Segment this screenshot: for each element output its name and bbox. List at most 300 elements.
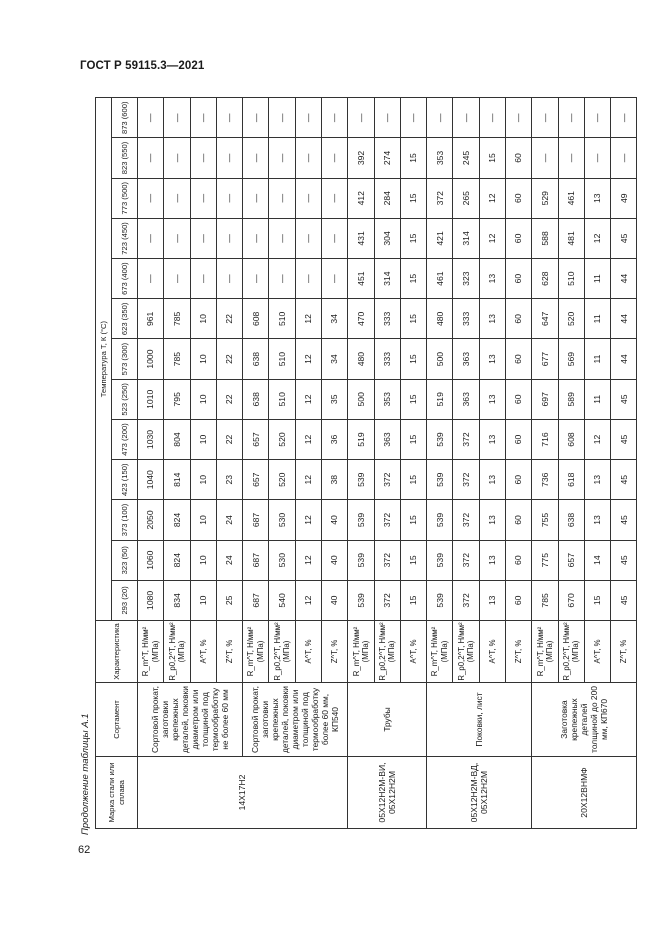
value-cell: — xyxy=(216,138,242,178)
value-cell: 45 xyxy=(611,460,637,500)
value-cell: 245 xyxy=(453,138,479,178)
value-cell: 49 xyxy=(611,178,637,218)
temperature-header: 773 (500) xyxy=(112,178,138,218)
value-cell: 38 xyxy=(321,460,347,500)
characteristic-cell: Z^T, % xyxy=(505,621,531,683)
value-cell: 10 xyxy=(190,540,216,580)
value-cell: — xyxy=(269,138,295,178)
temperature-header: 523 (250) xyxy=(112,379,138,419)
steel-grade-cell: 20Х12ВНМФ xyxy=(532,757,637,829)
value-cell: 775 xyxy=(532,540,558,580)
value-cell: 60 xyxy=(505,138,531,178)
value-cell: 323 xyxy=(453,259,479,299)
temperature-header: 723 (450) xyxy=(112,218,138,258)
temperature-header: 823 (550) xyxy=(112,138,138,178)
value-cell: 392 xyxy=(348,138,374,178)
value-cell: 785 xyxy=(164,299,190,339)
value-cell: 372 xyxy=(427,178,453,218)
value-cell: 13 xyxy=(584,460,610,500)
value-cell: 10 xyxy=(190,379,216,419)
value-cell: — xyxy=(164,178,190,218)
value-cell: 10 xyxy=(190,460,216,500)
temperature-header: 623 (350) xyxy=(112,299,138,339)
value-cell: 60 xyxy=(505,178,531,218)
value-cell: 10 xyxy=(190,299,216,339)
value-cell: 657 xyxy=(243,460,269,500)
value-cell: 510 xyxy=(558,259,584,299)
table-caption: Продолжение таблицы А.1 xyxy=(80,713,91,835)
value-cell: — xyxy=(138,98,164,138)
value-cell: — xyxy=(190,178,216,218)
value-cell: 540 xyxy=(269,580,295,620)
characteristic-cell: Z^T, % xyxy=(321,621,347,683)
sortament-cell: Сортовой прокат, заготовки крепежных деталей, поковки диаметром или толщиной под термообработку более 60 мм, КП540 xyxy=(243,683,348,757)
value-cell: — xyxy=(295,138,321,178)
temperature-header: 423 (150) xyxy=(112,460,138,500)
value-cell: 304 xyxy=(374,218,400,258)
page-number: 62 xyxy=(78,844,91,856)
characteristic-cell: R_p0,2^T, Н/мм² (МПа) xyxy=(374,621,400,683)
characteristic-cell: R_m^T, Н/мм² (МПа) xyxy=(427,621,453,683)
value-cell: — xyxy=(532,138,558,178)
value-cell: 13 xyxy=(479,580,505,620)
value-cell: 10 xyxy=(190,580,216,620)
value-cell: — xyxy=(532,98,558,138)
value-cell: 22 xyxy=(216,379,242,419)
value-cell: 60 xyxy=(505,379,531,419)
header-temperature: Температура T, К (°С) xyxy=(96,98,112,621)
value-cell: — xyxy=(190,138,216,178)
value-cell: 530 xyxy=(269,500,295,540)
value-cell: 40 xyxy=(321,580,347,620)
value-cell: 14 xyxy=(584,540,610,580)
characteristic-cell: R_m^T, Н/мм² (МПа) xyxy=(532,621,558,683)
header-characteristic: Характеристика xyxy=(96,621,138,683)
value-cell: 353 xyxy=(374,379,400,419)
value-cell: — xyxy=(321,138,347,178)
value-cell: — xyxy=(558,98,584,138)
value-cell: 539 xyxy=(348,500,374,540)
value-cell: 265 xyxy=(453,178,479,218)
value-cell: 45 xyxy=(611,540,637,580)
value-cell: — xyxy=(216,259,242,299)
characteristic-cell: A^T, % xyxy=(295,621,321,683)
value-cell: 500 xyxy=(427,339,453,379)
temperature-header: 373 (100) xyxy=(112,500,138,540)
value-cell: 1060 xyxy=(138,540,164,580)
value-cell: 510 xyxy=(269,299,295,339)
value-cell: 539 xyxy=(348,540,374,580)
value-cell: 2050 xyxy=(138,500,164,540)
characteristic-cell: R_p0,2^T, Н/мм² (МПа) xyxy=(269,621,295,683)
value-cell: 510 xyxy=(269,339,295,379)
value-cell: 539 xyxy=(427,500,453,540)
value-cell: 11 xyxy=(584,299,610,339)
value-cell: 23 xyxy=(216,460,242,500)
value-cell: 45 xyxy=(611,419,637,459)
value-cell: — xyxy=(216,218,242,258)
value-cell: — xyxy=(427,98,453,138)
value-cell: — xyxy=(269,218,295,258)
characteristic-cell: A^T, % xyxy=(479,621,505,683)
characteristic-cell: R_p0,2^T, Н/мм² (МПа) xyxy=(164,621,190,683)
value-cell: 13 xyxy=(479,500,505,540)
table-row xyxy=(348,98,374,829)
value-cell: 529 xyxy=(532,178,558,218)
value-cell: 15 xyxy=(584,580,610,620)
value-cell: 372 xyxy=(453,500,479,540)
characteristic-cell: R_p0,2^T, Н/мм² (МПа) xyxy=(453,621,479,683)
value-cell: 13 xyxy=(479,419,505,459)
value-cell: 34 xyxy=(321,339,347,379)
value-cell: 481 xyxy=(558,218,584,258)
value-cell: 657 xyxy=(558,540,584,580)
value-cell: — xyxy=(611,98,637,138)
value-cell: 40 xyxy=(321,540,347,580)
value-cell: — xyxy=(321,218,347,258)
value-cell: 363 xyxy=(374,419,400,459)
value-cell: 274 xyxy=(374,138,400,178)
steel-grade-cell: 05Х12Н2М-ВД, 05Х12Н2М xyxy=(427,757,532,829)
characteristic-cell: A^T, % xyxy=(584,621,610,683)
value-cell: 421 xyxy=(427,218,453,258)
table-row xyxy=(427,98,453,829)
value-cell: 500 xyxy=(348,379,374,419)
value-cell: 608 xyxy=(558,419,584,459)
characteristic-cell: R_p0,2^T, Н/мм² (МПа) xyxy=(558,621,584,683)
value-cell: — xyxy=(216,178,242,218)
value-cell: 12 xyxy=(584,419,610,459)
value-cell: 824 xyxy=(164,540,190,580)
value-cell: 1010 xyxy=(138,379,164,419)
value-cell: 12 xyxy=(295,580,321,620)
value-cell: 12 xyxy=(295,419,321,459)
value-cell: 11 xyxy=(584,339,610,379)
value-cell: 736 xyxy=(532,460,558,500)
value-cell: — xyxy=(269,178,295,218)
value-cell: 333 xyxy=(374,339,400,379)
characteristic-cell: A^T, % xyxy=(190,621,216,683)
value-cell: 372 xyxy=(374,580,400,620)
value-cell: 1040 xyxy=(138,460,164,500)
value-cell: — xyxy=(295,259,321,299)
value-cell: 333 xyxy=(374,299,400,339)
value-cell: 284 xyxy=(374,178,400,218)
value-cell: 24 xyxy=(216,540,242,580)
sortament-cell: Поковки, лист xyxy=(427,683,532,757)
value-cell: 687 xyxy=(243,580,269,620)
sortament-cell: Заготовка крепежных деталей толщиной до 200 мм, КП670 xyxy=(532,683,637,757)
value-cell: 12 xyxy=(295,540,321,580)
value-cell: — xyxy=(321,178,347,218)
table-row xyxy=(138,98,164,829)
value-cell: 539 xyxy=(427,419,453,459)
value-cell: — xyxy=(243,178,269,218)
value-cell: 10 xyxy=(190,419,216,459)
characteristic-cell: Z^T, % xyxy=(216,621,242,683)
value-cell: 569 xyxy=(558,339,584,379)
value-cell: 15 xyxy=(400,218,426,258)
temperature-header: 673 (400) xyxy=(112,259,138,299)
value-cell: 638 xyxy=(558,500,584,540)
characteristic-cell: R_m^T, Н/мм² (МПа) xyxy=(348,621,374,683)
temperature-header: 573 (300) xyxy=(112,339,138,379)
value-cell: — xyxy=(505,98,531,138)
value-cell: 372 xyxy=(453,419,479,459)
value-cell: — xyxy=(138,218,164,258)
value-cell: — xyxy=(164,138,190,178)
value-cell: 333 xyxy=(453,299,479,339)
value-cell: 1080 xyxy=(138,580,164,620)
value-cell: 60 xyxy=(505,299,531,339)
value-cell: 13 xyxy=(479,379,505,419)
value-cell: 608 xyxy=(243,299,269,339)
sortament-cell: Сортовой прокат, заготовки крепежных деталей, поковки диаметром или толщиной под термообработку не более 60 мм xyxy=(138,683,243,757)
value-cell: 12 xyxy=(479,218,505,258)
value-cell: 12 xyxy=(295,339,321,379)
value-cell: 363 xyxy=(453,379,479,419)
value-cell: 539 xyxy=(427,580,453,620)
value-cell: — xyxy=(164,98,190,138)
value-cell: 716 xyxy=(532,419,558,459)
value-cell: 24 xyxy=(216,500,242,540)
value-cell: — xyxy=(243,98,269,138)
value-cell: 1000 xyxy=(138,339,164,379)
value-cell: — xyxy=(295,98,321,138)
value-cell: 13 xyxy=(584,500,610,540)
value-cell: 12 xyxy=(295,299,321,339)
value-cell: 13 xyxy=(584,178,610,218)
value-cell: — xyxy=(138,138,164,178)
value-cell: 15 xyxy=(400,540,426,580)
value-cell: 13 xyxy=(479,540,505,580)
temperature-header: 873 (600) xyxy=(112,98,138,138)
value-cell: 11 xyxy=(584,259,610,299)
value-cell: 44 xyxy=(611,299,637,339)
value-cell: 15 xyxy=(400,500,426,540)
value-cell: 15 xyxy=(400,460,426,500)
value-cell: 519 xyxy=(348,419,374,459)
value-cell: 45 xyxy=(611,218,637,258)
temperature-header: 473 (200) xyxy=(112,419,138,459)
value-cell: 687 xyxy=(243,500,269,540)
value-cell: 15 xyxy=(400,339,426,379)
value-cell: 589 xyxy=(558,379,584,419)
characteristic-cell: Z^T, % xyxy=(611,621,637,683)
characteristic-cell: R_m^T, Н/мм² (МПа) xyxy=(138,621,164,683)
value-cell: 35 xyxy=(321,379,347,419)
characteristic-cell: R_m^T, Н/мм² (МПа) xyxy=(243,621,269,683)
value-cell: — xyxy=(138,178,164,218)
value-cell: 1030 xyxy=(138,419,164,459)
value-cell: 15 xyxy=(400,259,426,299)
value-cell: 961 xyxy=(138,299,164,339)
value-cell: — xyxy=(269,98,295,138)
value-cell: 60 xyxy=(505,460,531,500)
value-cell: 804 xyxy=(164,419,190,459)
value-cell: — xyxy=(243,138,269,178)
header-steel: Марка стали или сплава xyxy=(96,757,138,829)
value-cell: 15 xyxy=(400,299,426,339)
value-cell: 588 xyxy=(532,218,558,258)
value-cell: 539 xyxy=(348,580,374,620)
value-cell: — xyxy=(216,98,242,138)
value-cell: 60 xyxy=(505,580,531,620)
value-cell: 530 xyxy=(269,540,295,580)
value-cell: 510 xyxy=(269,379,295,419)
value-cell: 638 xyxy=(243,379,269,419)
value-cell: 520 xyxy=(269,460,295,500)
value-cell: 45 xyxy=(611,500,637,540)
properties-table xyxy=(95,97,637,829)
value-cell: 795 xyxy=(164,379,190,419)
value-cell: 520 xyxy=(558,299,584,339)
value-cell: 677 xyxy=(532,339,558,379)
steel-grade-cell: 05Х12Н2М-ВИ, 05Х12Н2М xyxy=(348,757,427,829)
value-cell: 15 xyxy=(400,379,426,419)
value-cell: 10 xyxy=(190,339,216,379)
header-sortament: Сортамент xyxy=(96,683,138,757)
value-cell: — xyxy=(348,98,374,138)
value-cell: 647 xyxy=(532,299,558,339)
value-cell: 45 xyxy=(611,580,637,620)
value-cell: 60 xyxy=(505,339,531,379)
value-cell: 451 xyxy=(348,259,374,299)
value-cell: 480 xyxy=(348,339,374,379)
value-cell: 13 xyxy=(479,259,505,299)
value-cell: 470 xyxy=(348,299,374,339)
value-cell: 13 xyxy=(479,339,505,379)
value-cell: 15 xyxy=(400,419,426,459)
value-cell: 372 xyxy=(374,540,400,580)
value-cell: 10 xyxy=(190,500,216,540)
value-cell: 22 xyxy=(216,419,242,459)
value-cell: 628 xyxy=(532,259,558,299)
value-cell: 12 xyxy=(295,379,321,419)
value-cell: 45 xyxy=(611,379,637,419)
value-cell: 314 xyxy=(453,218,479,258)
value-cell: 60 xyxy=(505,218,531,258)
value-cell: 519 xyxy=(427,379,453,419)
value-cell: 480 xyxy=(427,299,453,339)
value-cell: 755 xyxy=(532,500,558,540)
value-cell: 372 xyxy=(453,580,479,620)
value-cell: 785 xyxy=(164,339,190,379)
table-row xyxy=(243,98,269,829)
value-cell: — xyxy=(479,98,505,138)
value-cell: 657 xyxy=(243,419,269,459)
value-cell: 12 xyxy=(295,500,321,540)
value-cell: — xyxy=(243,218,269,258)
value-cell: 697 xyxy=(532,379,558,419)
value-cell: 11 xyxy=(584,379,610,419)
value-cell: — xyxy=(190,259,216,299)
value-cell: — xyxy=(190,98,216,138)
characteristic-cell: A^T, % xyxy=(400,621,426,683)
value-cell: 670 xyxy=(558,580,584,620)
value-cell: 40 xyxy=(321,500,347,540)
value-cell: 372 xyxy=(374,460,400,500)
value-cell: 372 xyxy=(453,540,479,580)
value-cell: 25 xyxy=(216,580,242,620)
value-cell: 431 xyxy=(348,218,374,258)
value-cell: 12 xyxy=(479,178,505,218)
value-cell: 15 xyxy=(400,138,426,178)
value-cell: — xyxy=(190,218,216,258)
value-cell: 60 xyxy=(505,259,531,299)
value-cell: 36 xyxy=(321,419,347,459)
value-cell: 44 xyxy=(611,339,637,379)
value-cell: — xyxy=(243,259,269,299)
sortament-cell: Трубы xyxy=(348,683,427,757)
value-cell: — xyxy=(400,98,426,138)
value-cell: 539 xyxy=(348,460,374,500)
value-cell: 814 xyxy=(164,460,190,500)
value-cell: 34 xyxy=(321,299,347,339)
value-cell: — xyxy=(164,259,190,299)
value-cell: 687 xyxy=(243,540,269,580)
value-cell: 22 xyxy=(216,299,242,339)
value-cell: 353 xyxy=(427,138,453,178)
value-cell: 44 xyxy=(611,259,637,299)
value-cell: 539 xyxy=(427,540,453,580)
value-cell: — xyxy=(374,98,400,138)
value-cell: 834 xyxy=(164,580,190,620)
temperature-header: 323 (50) xyxy=(112,540,138,580)
value-cell: 22 xyxy=(216,339,242,379)
value-cell: 824 xyxy=(164,500,190,540)
temperature-header: 293 (20) xyxy=(112,580,138,620)
document-header: ГОСТ Р 59115.3—2021 xyxy=(80,60,205,72)
value-cell: 12 xyxy=(584,218,610,258)
value-cell: — xyxy=(138,259,164,299)
value-cell: 785 xyxy=(532,580,558,620)
value-cell: 60 xyxy=(505,540,531,580)
value-cell: 638 xyxy=(243,339,269,379)
value-cell: — xyxy=(453,98,479,138)
value-cell: — xyxy=(269,259,295,299)
value-cell: 372 xyxy=(374,500,400,540)
value-cell: 461 xyxy=(427,259,453,299)
value-cell: — xyxy=(321,259,347,299)
value-cell: 412 xyxy=(348,178,374,218)
rotated-content xyxy=(79,98,629,835)
value-cell: 461 xyxy=(558,178,584,218)
steel-grade-cell: 14Х17Н2 xyxy=(138,757,348,829)
value-cell: 13 xyxy=(479,299,505,339)
value-cell: 15 xyxy=(400,580,426,620)
value-cell: 363 xyxy=(453,339,479,379)
value-cell: — xyxy=(584,138,610,178)
value-cell: 15 xyxy=(400,178,426,218)
value-cell: 314 xyxy=(374,259,400,299)
value-cell: — xyxy=(558,138,584,178)
value-cell: — xyxy=(611,138,637,178)
value-cell: — xyxy=(584,98,610,138)
value-cell: 372 xyxy=(453,460,479,500)
value-cell: 60 xyxy=(505,419,531,459)
table-row xyxy=(532,98,558,829)
rotated-table-area xyxy=(79,98,629,835)
value-cell: — xyxy=(164,218,190,258)
value-cell: 13 xyxy=(479,460,505,500)
value-cell: 618 xyxy=(558,460,584,500)
value-cell: 12 xyxy=(295,460,321,500)
value-cell: — xyxy=(321,98,347,138)
value-cell: — xyxy=(295,218,321,258)
value-cell: 15 xyxy=(479,138,505,178)
value-cell: — xyxy=(295,178,321,218)
